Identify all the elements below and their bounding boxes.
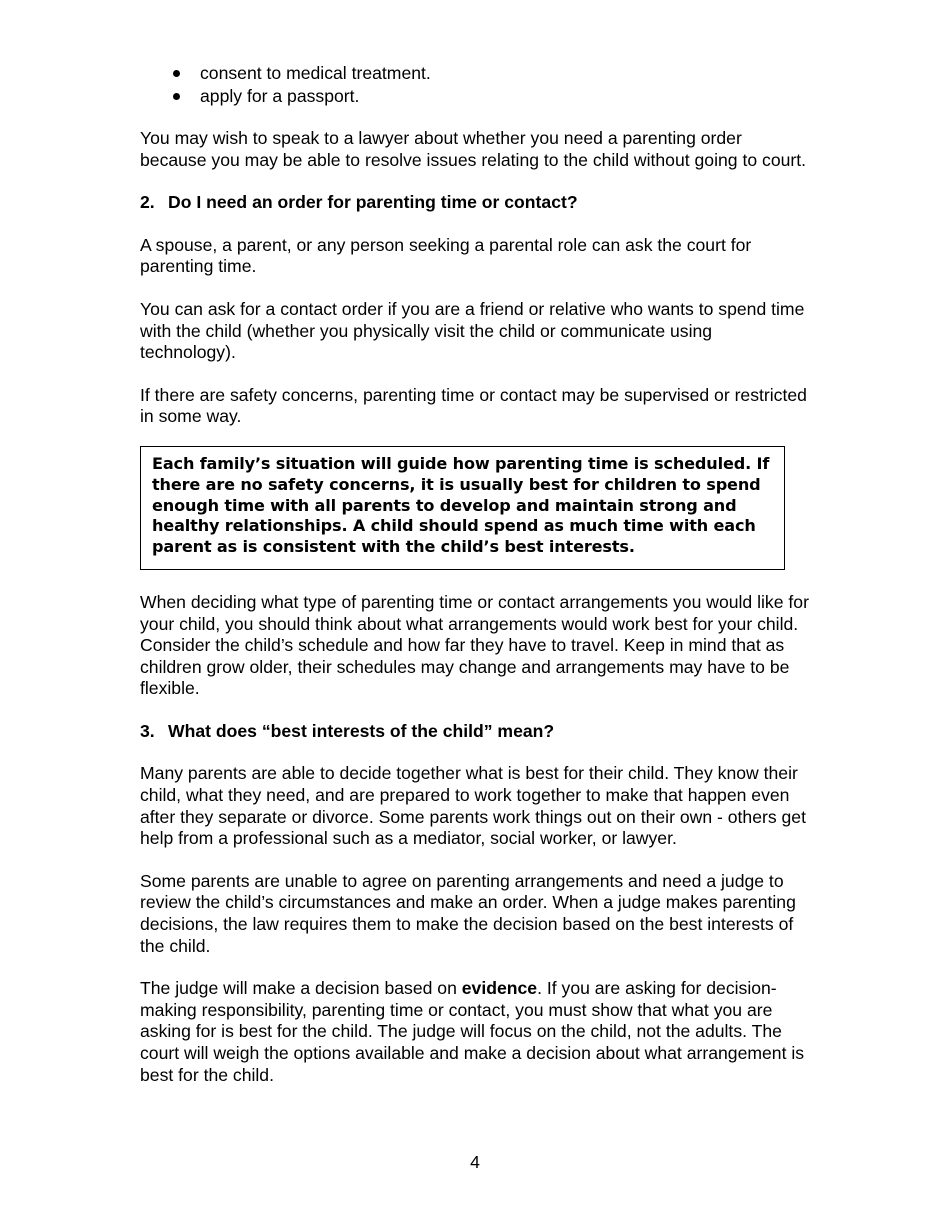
section-3-paragraph: Some parents are unable to agree on parenting arrangements and need a judge to review the child’s circumstances and make an order. When a judge makes parenting decisions, the law requires them to make the decision based on the best interests of the child.: [140, 870, 796, 956]
document-page: [140, 62, 812, 1086]
section-2-heading: [140, 192, 812, 214]
section-3-number: 3.: [140, 720, 155, 741]
section-3-paragraph: Many parents are able to decide together what is best for their child. They know their child, what they need, and are prepared to work together to make that happen even after they separate or divorce. Some parents work things out on their own - others get help from a professional such as a mediator, social worker, or lawyer.: [140, 763, 806, 849]
intro-paragraph: You may wish to speak to a lawyer about whether you need a parenting order because you may be able to resolve issues relating to the child without going to court.: [140, 128, 807, 170]
callout-text: Each family’s situation will guide how parenting time is scheduled. If there are no safety concerns, it is usually best for children to spend enough time with all parents to develop and maintain strong and healthy relationships. A child should spend as much time with each parent as is consistent with the child’s best interests.: [152, 453, 770, 557]
section-2-number: 2.: [140, 192, 155, 213]
bullet-list: [140, 62, 812, 108]
page-number: 4: [470, 1152, 480, 1172]
callout-box: [140, 446, 785, 570]
evidence-bold-term: evidence: [461, 978, 538, 999]
bullet-icon: [173, 93, 180, 100]
list-item-text: apply for a passport.: [200, 86, 360, 106]
section-2-paragraph: A spouse, a parent, or any person seeking a parental role can ask the court for parenting time.: [140, 234, 752, 277]
list-item: [140, 62, 812, 85]
list-item: [140, 85, 812, 108]
bullet-icon: [173, 70, 180, 77]
evidence-text-before: The judge will make a decision based on: [140, 978, 462, 999]
section-2-paragraph: If there are safety concerns, parenting time or contact may be supervised or restricted in some way.: [140, 384, 807, 427]
evidence-paragraph: [140, 978, 812, 1086]
section-2-paragraph: When deciding what type of parenting time or contact arrangements you would like for your child, you should think about what arrangements would work best for your child. Consider the child’s schedule and how far they have to travel. Keep in mind that as children grow older, their schedules may change and arrangements may have to be flexible.: [140, 591, 809, 699]
section-3-title: What does “best interests of the child” mean?: [168, 720, 555, 741]
section-2-paragraph: You can ask for a contact order if you are a friend or relative who wants to spend time with the child (whether you physically visit the child or communicate using technology).: [140, 298, 805, 363]
list-item-text: consent to medical treatment.: [200, 63, 431, 83]
section-3-heading: [140, 721, 812, 743]
section-2-title: Do I need an order for parenting time or contact?: [168, 192, 578, 213]
evidence-text-after: . If you are asking for decision-making responsibility, parenting time or contact, you must show that what you are asking for is best for the child. The judge will focus on the child, not the adults. The court will weigh the options available and make a decision about what arrangement is best for the child.: [140, 978, 805, 1085]
